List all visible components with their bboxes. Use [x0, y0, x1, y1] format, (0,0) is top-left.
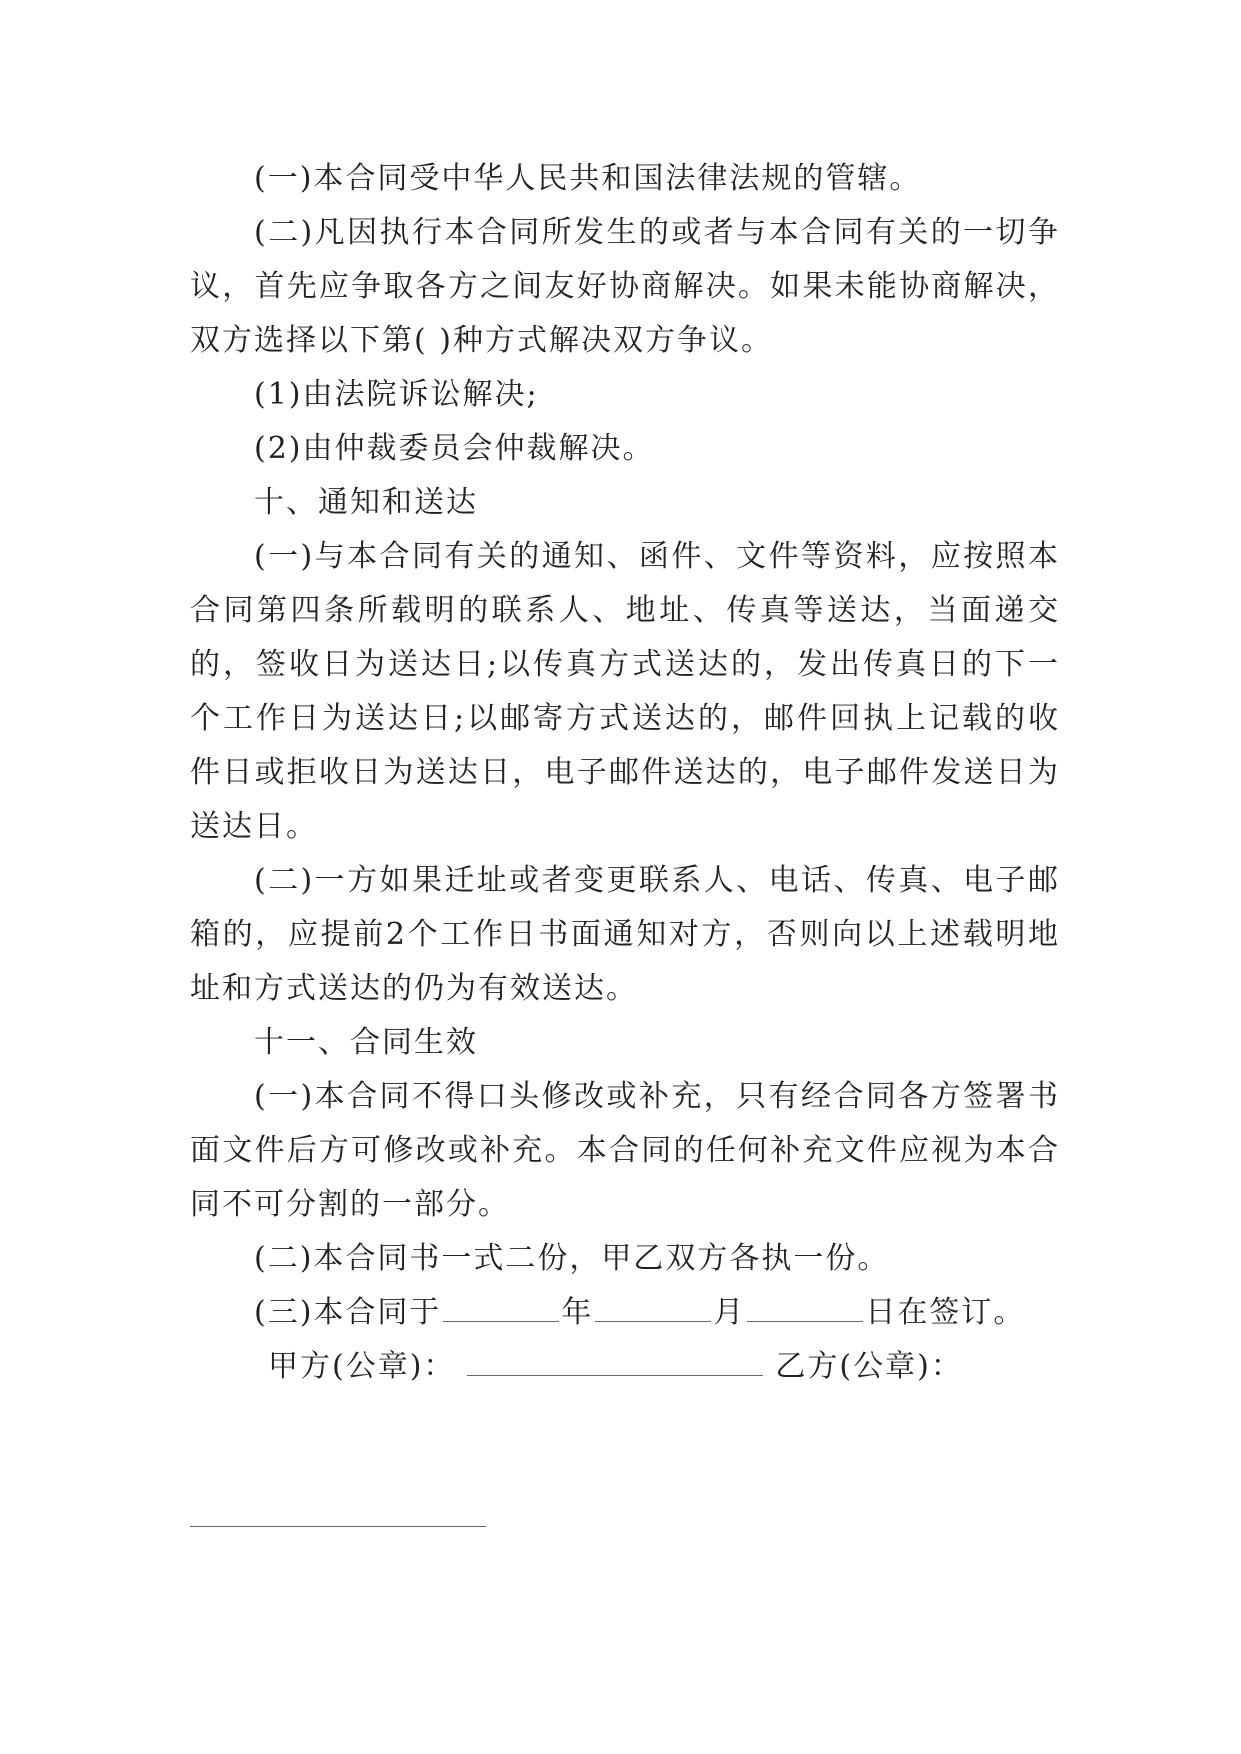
- year-label: 年: [561, 1295, 594, 1330]
- paragraph-amendment: (一)本合同不得口头修改或补充，只有经合同各方签署书面文件后方可修改或补充。本合同的任何补充文件应视为本合同不可分割的一部分。: [190, 1079, 1060, 1222]
- year-blank: [443, 1291, 559, 1322]
- signing-date-suffix: 日在签订。: [865, 1295, 1026, 1330]
- contract-body: [190, 152, 1060, 1394]
- paragraph-option-court: (1)由法院诉讼解决;: [254, 377, 539, 412]
- paragraph-notice-delivery: (一)与本合同有关的通知、函件、文件等资料，应按照本合同第四条所载明的联系人、地址、传真等送达，当面递交的，签收日为送达日;以传真方式送达的，发出传真日的下一个工作日为送达日;以邮寄方式送达的，邮件回执上记载的收件日或拒收日为送达日，电子邮件送达的，电子邮件发送日为送达日。: [190, 539, 1060, 844]
- party-b-seal-blank: [190, 1526, 486, 1527]
- day-blank: [747, 1291, 863, 1322]
- month-label: 月: [713, 1295, 746, 1330]
- paragraph-jurisdiction: (一)本合同受中华人民共和国法律法规的管辖。: [254, 161, 922, 196]
- month-blank: [595, 1291, 711, 1322]
- paragraph-copies: (二)本合同书一式二份，甲乙双方各执一份。: [254, 1241, 890, 1276]
- paragraph-signing-date: [190, 1286, 1060, 1340]
- section-heading-effectiveness: 十一、合同生效: [254, 1025, 478, 1060]
- paragraph-option-arbitration: (2)由仲裁委员会仲裁解决。: [254, 431, 655, 466]
- party-b-seal-label: 乙方(公章)：: [775, 1349, 963, 1384]
- party-a-seal-blank: [467, 1345, 763, 1376]
- party-a-seal-label: 甲方(公章)：: [268, 1349, 456, 1384]
- signing-date-prefix: (三)本合同于: [254, 1295, 442, 1330]
- paragraph-dispute-resolution: (二)凡因执行本合同所发生的或者与本合同有关的一切争议，首先应争取各方之间友好协商解决。如果未能协商解决，双方选择以下第( )种方式解决双方争议。: [190, 215, 1060, 358]
- paragraph-address-change: (二)一方如果迁址或者变更联系人、电话、传真、电子邮箱的，应提前2个工作日书面通知对方，否则向以上述载明地址和方式送达的仍为有效送达。: [190, 863, 1060, 1006]
- section-heading-notice: 十、通知和送达: [254, 485, 478, 520]
- signature-line: [190, 1340, 1060, 1394]
